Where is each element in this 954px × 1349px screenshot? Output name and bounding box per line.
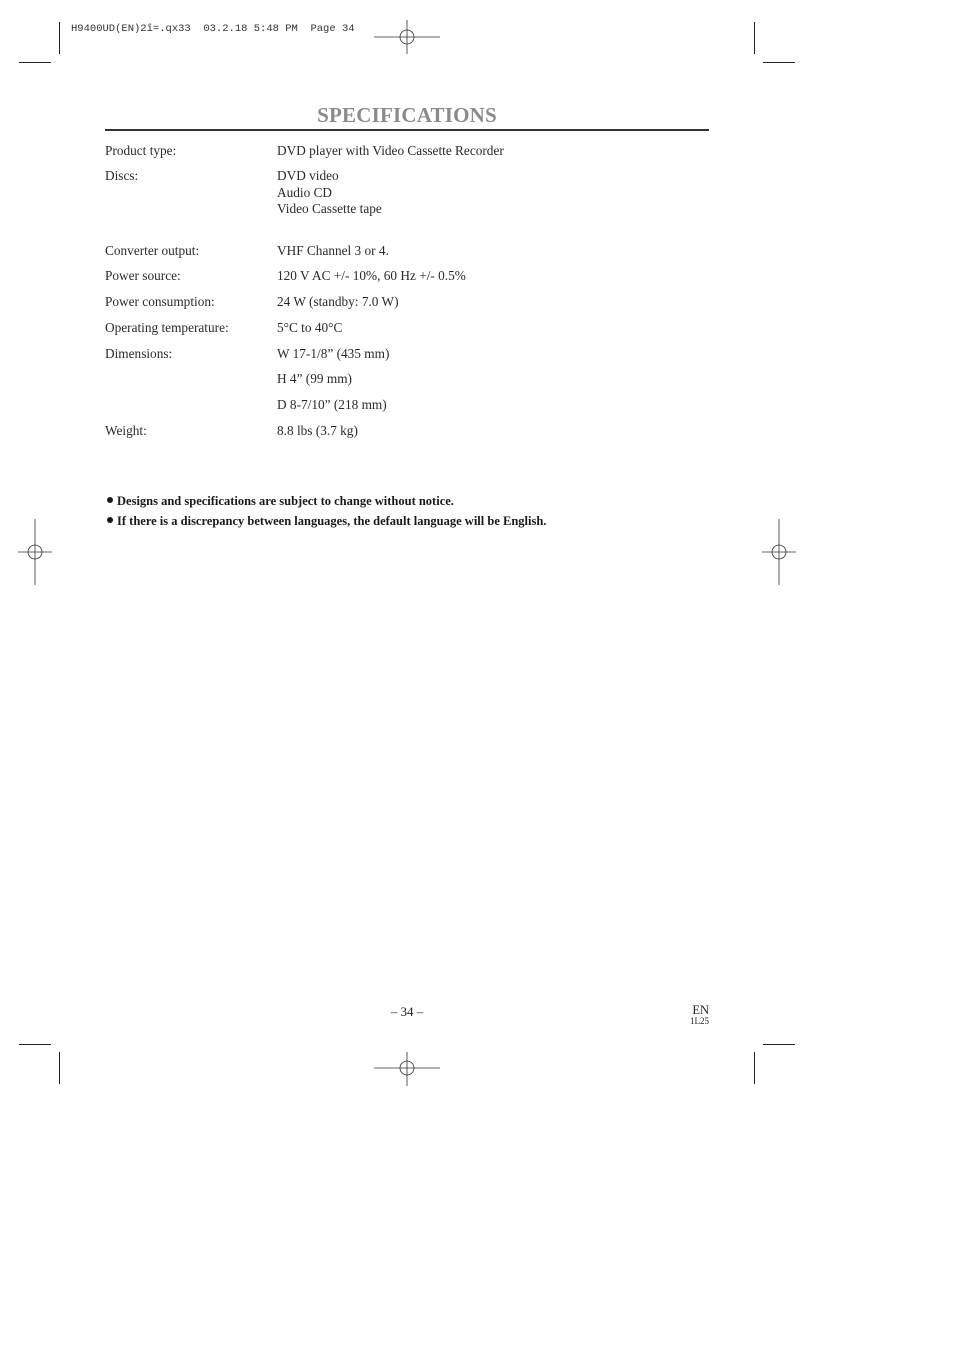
bullet-icon	[107, 497, 113, 503]
spec-value-power-source: 120 V AC +/- 10%, 60 Hz +/- 0.5%	[277, 268, 466, 283]
page-number: – 34 –	[390, 1004, 424, 1019]
language-code: EN	[692, 1003, 709, 1017]
note-item	[107, 514, 546, 529]
note-item	[107, 494, 454, 509]
spec-value-dimensions-width: W 17-1/8” (435 mm)	[277, 346, 390, 361]
spec-value-product-type: DVD player with Video Cassette Recorder	[277, 143, 504, 158]
spec-label-product-type: Product type:	[105, 143, 177, 158]
title-rule	[105, 129, 709, 131]
spec-value-discs-2: Audio CD	[277, 185, 333, 200]
spec-label-power-consumption: Power consumption:	[105, 294, 215, 309]
spec-label-dimensions: Dimensions:	[105, 346, 173, 361]
page-title: SPECIFICATIONS	[317, 103, 497, 127]
spec-label-power-source: Power source:	[105, 268, 181, 283]
spec-value-dimensions-depth: D 8-7/10” (218 mm)	[277, 397, 387, 412]
registration-mark-bottom	[374, 1052, 440, 1086]
spec-value-converter-output: VHF Channel 3 or 4.	[277, 243, 389, 258]
spec-value-discs-1: DVD video	[277, 168, 339, 183]
spec-value-operating-temperature: 5°C to 40°C	[277, 320, 343, 335]
print-slug: H9400UD(EN)2î=.qx33 03.2.18 5:48 PM Page 34	[71, 23, 355, 35]
spec-label-operating-temperature: Operating temperature:	[105, 320, 229, 335]
spec-value-weight: 8.8 lbs (3.7 kg)	[277, 423, 358, 438]
registration-mark-right	[762, 519, 796, 585]
registration-mark-top	[374, 20, 440, 54]
spec-value-discs-3: Video Cassette tape	[277, 201, 382, 216]
note-text: If there is a discrepancy between languages, the default language will be English.	[117, 514, 547, 528]
spec-value-dimensions-height: H 4” (99 mm)	[277, 371, 352, 386]
spec-label-converter-output: Converter output:	[105, 243, 200, 258]
spec-value-power-consumption: 24 W (standby: 7.0 W)	[277, 294, 399, 309]
bullet-icon	[107, 517, 113, 523]
spec-label-weight: Weight:	[105, 423, 147, 438]
model-code: 1L25	[690, 1016, 709, 1026]
registration-mark-left	[18, 519, 52, 585]
spec-label-discs: Discs:	[105, 168, 139, 183]
note-text: Designs and specifications are subject to change without notice.	[117, 494, 454, 508]
